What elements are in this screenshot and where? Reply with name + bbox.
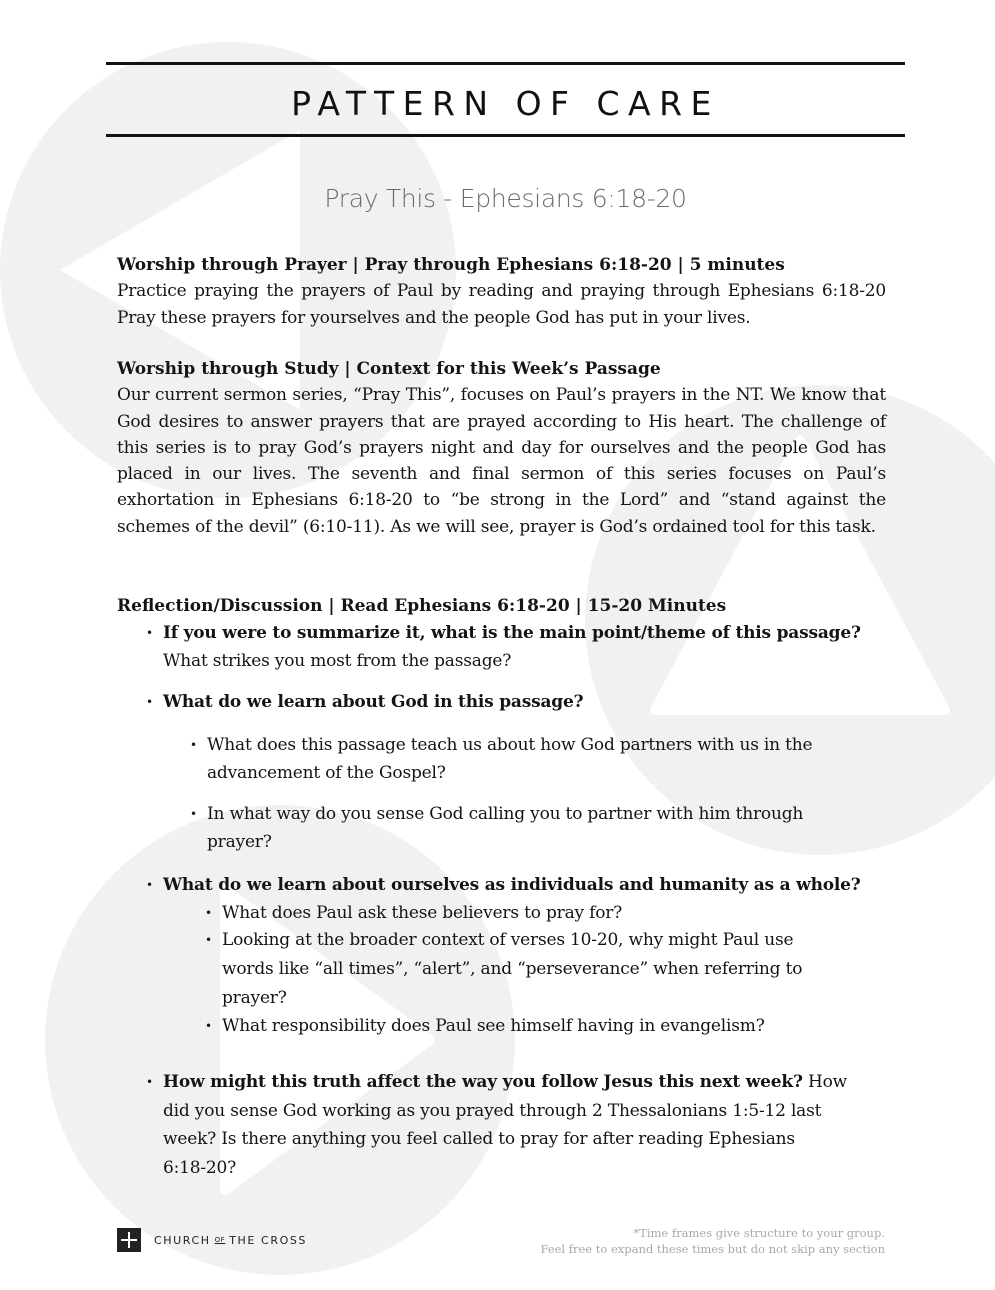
bullet-icon: • [146, 626, 153, 640]
prayer-text: Practice praying the prayers of Paul by reading and praying through Ephesians 6:18-20 Pray these prayers for yourselves and the people God has put in your lives. [117, 281, 886, 328]
bullet-icon: • [190, 807, 197, 821]
bullet-icon: • [146, 878, 153, 892]
question-3-sub-1: • What does Paul ask these believers to pray for? [222, 899, 882, 927]
bottom-rule [106, 134, 905, 137]
reflection-heading: Reflection/Discussion | Read Ephesians 6:18-20 | 15-20 Minutes [117, 596, 727, 616]
study-section [117, 356, 886, 540]
church-logo [117, 1228, 307, 1252]
bullet-icon: • [146, 1075, 153, 1089]
page-subtitle: Pray This - Ephesians 6:18-20 [324, 184, 687, 213]
page-title: PATTERN OF CARE [291, 84, 720, 123]
question-4: • How might this truth affect the way you follow Jesus this next week? How did you sense God working as you prayed through 2 Thessalonians 1:5-12 last week? Is there anything you feel called to pray for after reading Ephesians 6:18-20? [163, 1068, 893, 1182]
bullet-icon: • [190, 738, 197, 752]
question-2-sub-1: • What does this passage teach us about how God partners with us in the advancement of the Gospel? [207, 731, 887, 787]
bullet-icon: • [205, 933, 212, 947]
cross-icon [117, 1228, 141, 1252]
study-text: Our current sermon series, “Pray This”, focuses on Paul’s prayers in the NT. We know that God desires to answer prayers that are prayed according to His heart. The challenge of this series is to pray God’s prayers night and day for ourselves and the people God has placed in our lives. The seventh and final sermon of this series focuses on Paul’s exhortation in Ephesians 6:18-20 to “be strong in the Lord” and “stand against the schemes of the devil” (6:10-11). As we will see, prayer is God’s ordained tool for this task. [117, 385, 886, 537]
question-2-sub-2: • In what way do you sense God calling you to partner with him through prayer? [207, 800, 887, 856]
logo-wordmark: CHURCH OF THE CROSS [154, 1233, 307, 1247]
question-3-sub-2: • Looking at the broader context of verses 10-20, why might Paul use words like “all times”, “alert”, and “perseverance” when referring to prayer? [222, 926, 882, 1013]
question-3-sub-3: • What responsibility does Paul see himself having in evangelism? [222, 1012, 882, 1040]
question-2: • What do we learn about God in this passage? [163, 688, 893, 716]
bullet-icon: • [146, 695, 153, 709]
question-1: • If you were to summarize it, what is the main point/theme of this passage? What strikes you most from the passage? [163, 619, 893, 675]
top-rule [106, 62, 905, 65]
reflection-section [117, 593, 886, 619]
study-heading: Worship through Study | Context for this Week’s Passage [117, 359, 661, 379]
time-frame-footnote: *Time frames give structure to your group. Feel free to expand these times but do not skip any section [540, 1226, 885, 1256]
prayer-section [117, 252, 886, 331]
prayer-heading: Worship through Prayer | Pray through Ephesians 6:18-20 | 5 minutes [117, 255, 785, 275]
question-3: • What do we learn about ourselves as individuals and humanity as a whole? [163, 871, 893, 899]
bullet-icon: • [205, 906, 212, 920]
bullet-icon: • [205, 1019, 212, 1033]
